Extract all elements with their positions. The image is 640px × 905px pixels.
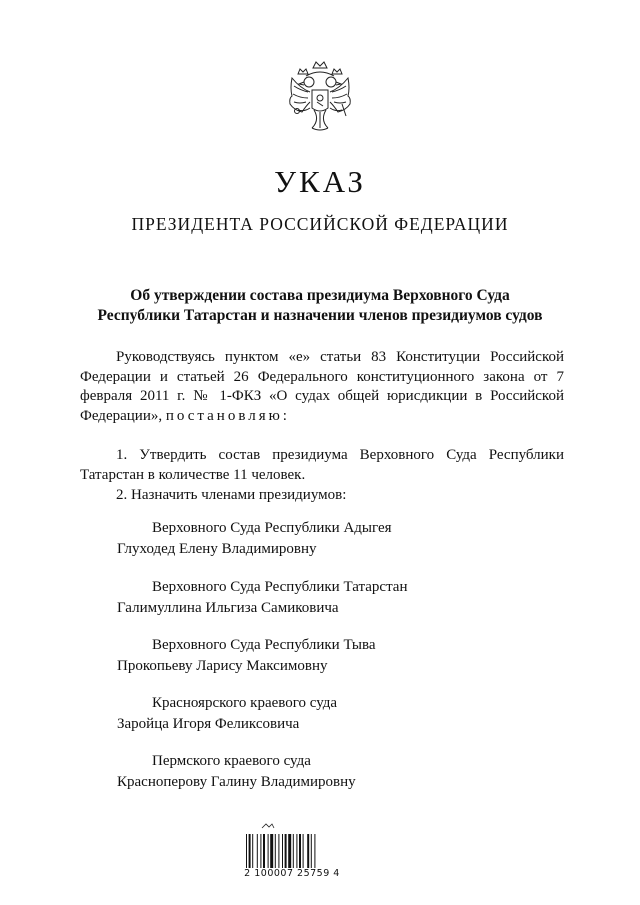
small-mark-icon xyxy=(262,824,274,828)
document-title: УКАЗ xyxy=(274,164,366,199)
appointee-name: Галимуллина Ильгиза Самиковича xyxy=(117,600,339,616)
decree-word: постановляю: xyxy=(165,407,290,424)
item-1: 1. Утвердить состав президиума Верховного Суда Республики Татарстан в количестве 11 человек. xyxy=(80,447,564,483)
subject-line-2: Республики Татарстан и назначении членов президиумов судов xyxy=(97,307,543,324)
court-name: Пермского краевого суда xyxy=(152,753,311,769)
appointee-name: Глуходед Елену Владимировну xyxy=(117,541,317,557)
document-subtitle: ПРЕЗИДЕНТА РОССИЙСКОЙ ФЕДЕРАЦИИ xyxy=(131,214,509,234)
preamble-paragraph xyxy=(80,348,564,426)
barcode xyxy=(244,822,336,870)
court-name: Верховного Суда Республики Адыгея xyxy=(152,520,392,536)
appointee-name: Прокопьеву Ларису Максимовну xyxy=(117,658,328,674)
appointee-name: Заройца Игоря Феликсовича xyxy=(117,716,300,732)
barcode-number: 2 100007 25759 4 xyxy=(244,868,340,879)
court-name: Верховного Суда Республики Тыва xyxy=(152,637,376,653)
item-2: 2. Назначить членами президиумов: xyxy=(116,487,347,503)
coat-of-arms-emblem xyxy=(282,58,358,148)
preamble-text: Руководствуясь пунктом «е» статьи 83 Конституции Российской Федерации и статьей 26 Федерального конституционного закона от 7 февраля 2011 г. № 1-ФКЗ «О судах общей юрисдикции в Российской Федерации», xyxy=(80,349,564,424)
court-name: Верховного Суда Республики Татарстан xyxy=(152,579,408,595)
appointee-name: Красноперову Галину Владимировну xyxy=(117,774,356,790)
subject-line-1: Об утверждении состава президиума Верховного Суда xyxy=(130,287,510,304)
court-name: Красноярского краевого суда xyxy=(152,695,338,711)
decree-subject xyxy=(70,286,570,326)
